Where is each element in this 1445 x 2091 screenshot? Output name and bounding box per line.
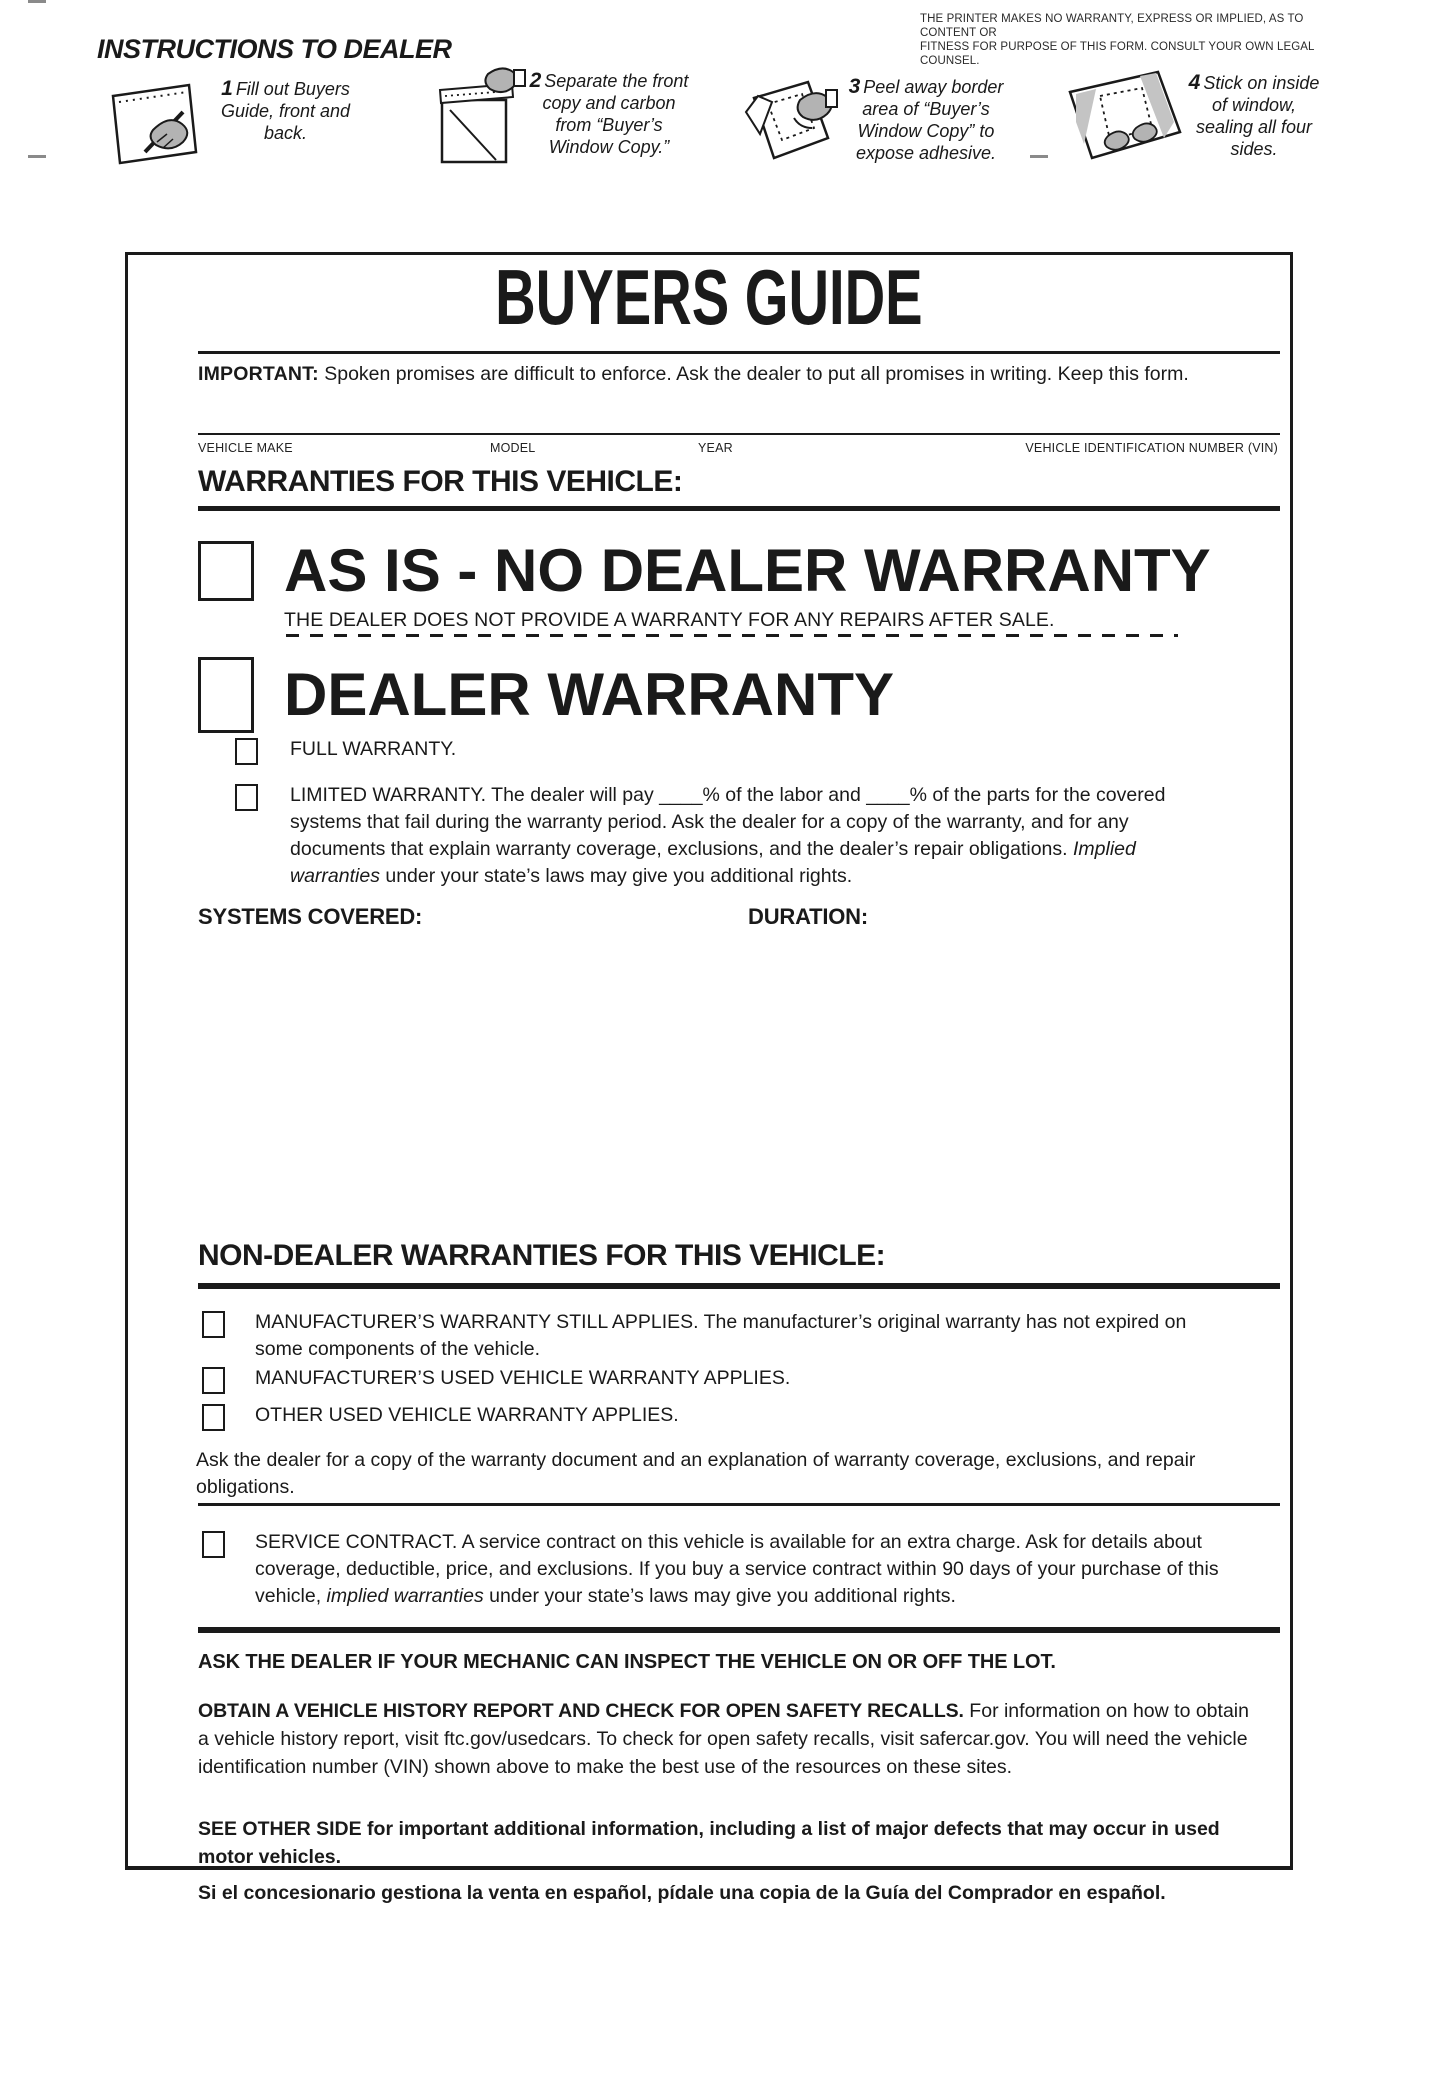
step-text: Separate the front copy and carbon from “Buyer’s Window Copy.”: [542, 71, 689, 157]
warranties-heading: WARRANTIES FOR THIS VEHICLE:: [198, 465, 683, 498]
full-warranty-label: FULL WARRANTY.: [290, 738, 457, 760]
see-other-side-paragraph: SEE OTHER SIDE for important additional information, including a list of major defects that may occur in used motor vehicles.: [198, 1818, 1220, 1868]
manufacturer-warranty-item: [202, 1309, 1280, 1363]
step-number: 4: [1188, 71, 1201, 94]
service-contract-item: [202, 1529, 1280, 1610]
as-is-checkbox[interactable]: [198, 541, 254, 601]
printer-disclaimer: [920, 12, 1340, 68]
instruction-step-1: [218, 78, 353, 144]
manufacturer-warranty-text: MANUFACTURER’S WARRANTY STILL APPLIES. The manufacturer’s original warranty has not expired on some components of the vehicle.: [255, 1311, 1187, 1360]
instruction-step-3: [836, 76, 1016, 164]
step-text: Stick on inside of window, sealing all four sides.: [1195, 73, 1320, 159]
vehicle-vin-label: VEHICLE IDENTIFICATION NUMBER (VIN): [1025, 441, 1278, 455]
vehicle-make-label: VEHICLE MAKE: [198, 441, 293, 455]
limited-warranty-text-after: under your state’s laws may give you additional rights.: [379, 865, 853, 887]
dealer-warranty-section: [198, 657, 1280, 733]
duration-label: DURATION:: [748, 904, 868, 929]
other-used-warranty-checkbox[interactable]: [202, 1404, 225, 1431]
inspect-line: ASK THE DEALER IF YOUR MECHANIC CAN INSPECT THE VEHICLE ON OR OFF THE LOT.: [198, 1651, 1056, 1673]
non-dealer-heading: NON-DEALER WARRANTIES FOR THIS VEHICLE:: [198, 1239, 886, 1272]
step-text: Peel away border area of “Buyer’s Window Copy” to expose adhesive.: [855, 77, 1004, 163]
limited-warranty-item: [235, 782, 1220, 890]
manufacturer-used-warranty-item: [202, 1365, 1280, 1394]
crop-mark: [28, 0, 46, 3]
vehicle-make-field[interactable]: [198, 407, 468, 437]
manufacturer-used-warranty-text: MANUFACTURER’S USED VEHICLE WARRANTY APPLIES.: [255, 1367, 791, 1389]
vehicle-vin-field[interactable]: [950, 407, 1280, 437]
instruction-step-4: [1184, 72, 1324, 160]
full-warranty-item: [235, 736, 1280, 765]
divider: [198, 506, 1280, 511]
manufacturer-warranty-checkbox[interactable]: [202, 1311, 225, 1338]
vehicle-year-field[interactable]: [698, 407, 858, 437]
printer-disclaimer-line1: THE PRINTER MAKES NO WARRANTY, EXPRESS OR IMPLIED, AS TO CONTENT OR: [920, 13, 1304, 39]
systems-covered-label: SYSTEMS COVERED:: [198, 904, 423, 929]
peel-border-icon: [738, 72, 846, 168]
divider: [198, 1503, 1280, 1506]
as-is-title: AS IS - NO DEALER WARRANTY: [284, 537, 1211, 604]
ask-copy-paragraph: Ask the dealer for a copy of the warranty document and an explanation of warranty coverage, exclusions, and repair obligations.: [196, 1449, 1196, 1498]
history-report-text: For information on how to obtain a vehicle history report, visit ftc.gov/usedcars. To check for open safety recalls, visit safercar.gov. You will need the vehicle identification number (VIN) shown above to make the best use of the resources on these sites.: [198, 1700, 1249, 1778]
service-contract-checkbox[interactable]: [202, 1531, 225, 1558]
instruction-step-2: [525, 70, 693, 158]
systems-duration-row: [198, 904, 1280, 928]
dashed-divider: [286, 634, 1178, 637]
printer-disclaimer-line2: FITNESS FOR PURPOSE OF THIS FORM. CONSULT YOUR OWN LEGAL COUNSEL.: [920, 41, 1315, 67]
service-contract-italic: implied warranties: [326, 1585, 484, 1607]
vehicle-model-field[interactable]: [490, 407, 670, 437]
divider: [198, 1283, 1280, 1289]
manufacturer-used-warranty-checkbox[interactable]: [202, 1367, 225, 1394]
step-number: 2: [529, 69, 542, 92]
systems-covered-writein-area[interactable]: [198, 935, 1280, 1225]
important-note: [198, 362, 1280, 387]
spanish-line: Si el concesionario gestiona la venta en español, pídale una copia de la Guía del Comprador en español.: [198, 1882, 1166, 1904]
crop-mark: [28, 155, 46, 158]
limited-warranty-italic: Implied warranties: [290, 838, 1136, 887]
service-contract-text-after: under your state’s laws may give you additional rights.: [483, 1585, 956, 1607]
limited-warranty-text: LIMITED WARRANTY. The dealer will pay ____% of the labor and ____% of the parts for the covered systems that fail during the warranty period. Ask the dealer for a copy of the warranty, and for any documents that explain warranty coverage, exclusions, and the dealer’s repair obligations.: [290, 784, 1166, 860]
important-label: IMPORTANT:: [198, 363, 319, 385]
as-is-section: [198, 537, 1280, 632]
vehicle-labels-row: [198, 441, 1280, 459]
dealer-warranty-title: DEALER WARRANTY: [284, 661, 894, 728]
crop-mark: [1030, 155, 1048, 158]
divider: [198, 351, 1280, 354]
history-report-paragraph: [198, 1697, 1263, 1781]
separate-copies-icon: [430, 66, 534, 166]
dealer-warranty-checkbox[interactable]: [198, 657, 254, 733]
pen-hand-icon: [95, 76, 227, 168]
step-number: 3: [848, 75, 861, 98]
other-used-warranty-item: [202, 1402, 1280, 1431]
divider: [198, 1627, 1280, 1633]
vehicle-model-label: MODEL: [490, 441, 536, 455]
vehicle-year-label: YEAR: [698, 441, 733, 455]
buyers-guide-form: [125, 252, 1293, 1904]
limited-warranty-checkbox[interactable]: [235, 784, 258, 811]
window-sticker-icon: [1062, 66, 1186, 166]
service-contract-text: SERVICE CONTRACT. A service contract on this vehicle is available for an extra charge. Ask for details about coverage, deductible, price, and exclusions. If you buy a service contract within 90 days of your purchase of this vehicle,: [255, 1531, 1219, 1607]
step-text: Fill out Buyers Guide, front and back.: [220, 79, 351, 143]
as-is-subtitle: THE DEALER DOES NOT PROVIDE A WARRANTY FOR ANY REPAIRS AFTER SALE.: [284, 609, 1055, 631]
history-report-bold: OBTAIN A VEHICLE HISTORY REPORT AND CHECK FOR OPEN SAFETY RECALLS.: [198, 1700, 964, 1722]
step-number: 1: [221, 77, 233, 100]
other-used-warranty-text: OTHER USED VEHICLE WARRANTY APPLIES.: [255, 1404, 679, 1426]
form-title: BUYERS GUIDE: [495, 253, 923, 341]
instructions-to-dealer-heading: INSTRUCTIONS TO DEALER: [97, 34, 452, 64]
full-warranty-checkbox[interactable]: [235, 738, 258, 765]
important-text: Spoken promises are difficult to enforce. Ask the dealer to put all promises in writing. Keep this form.: [318, 363, 1189, 385]
